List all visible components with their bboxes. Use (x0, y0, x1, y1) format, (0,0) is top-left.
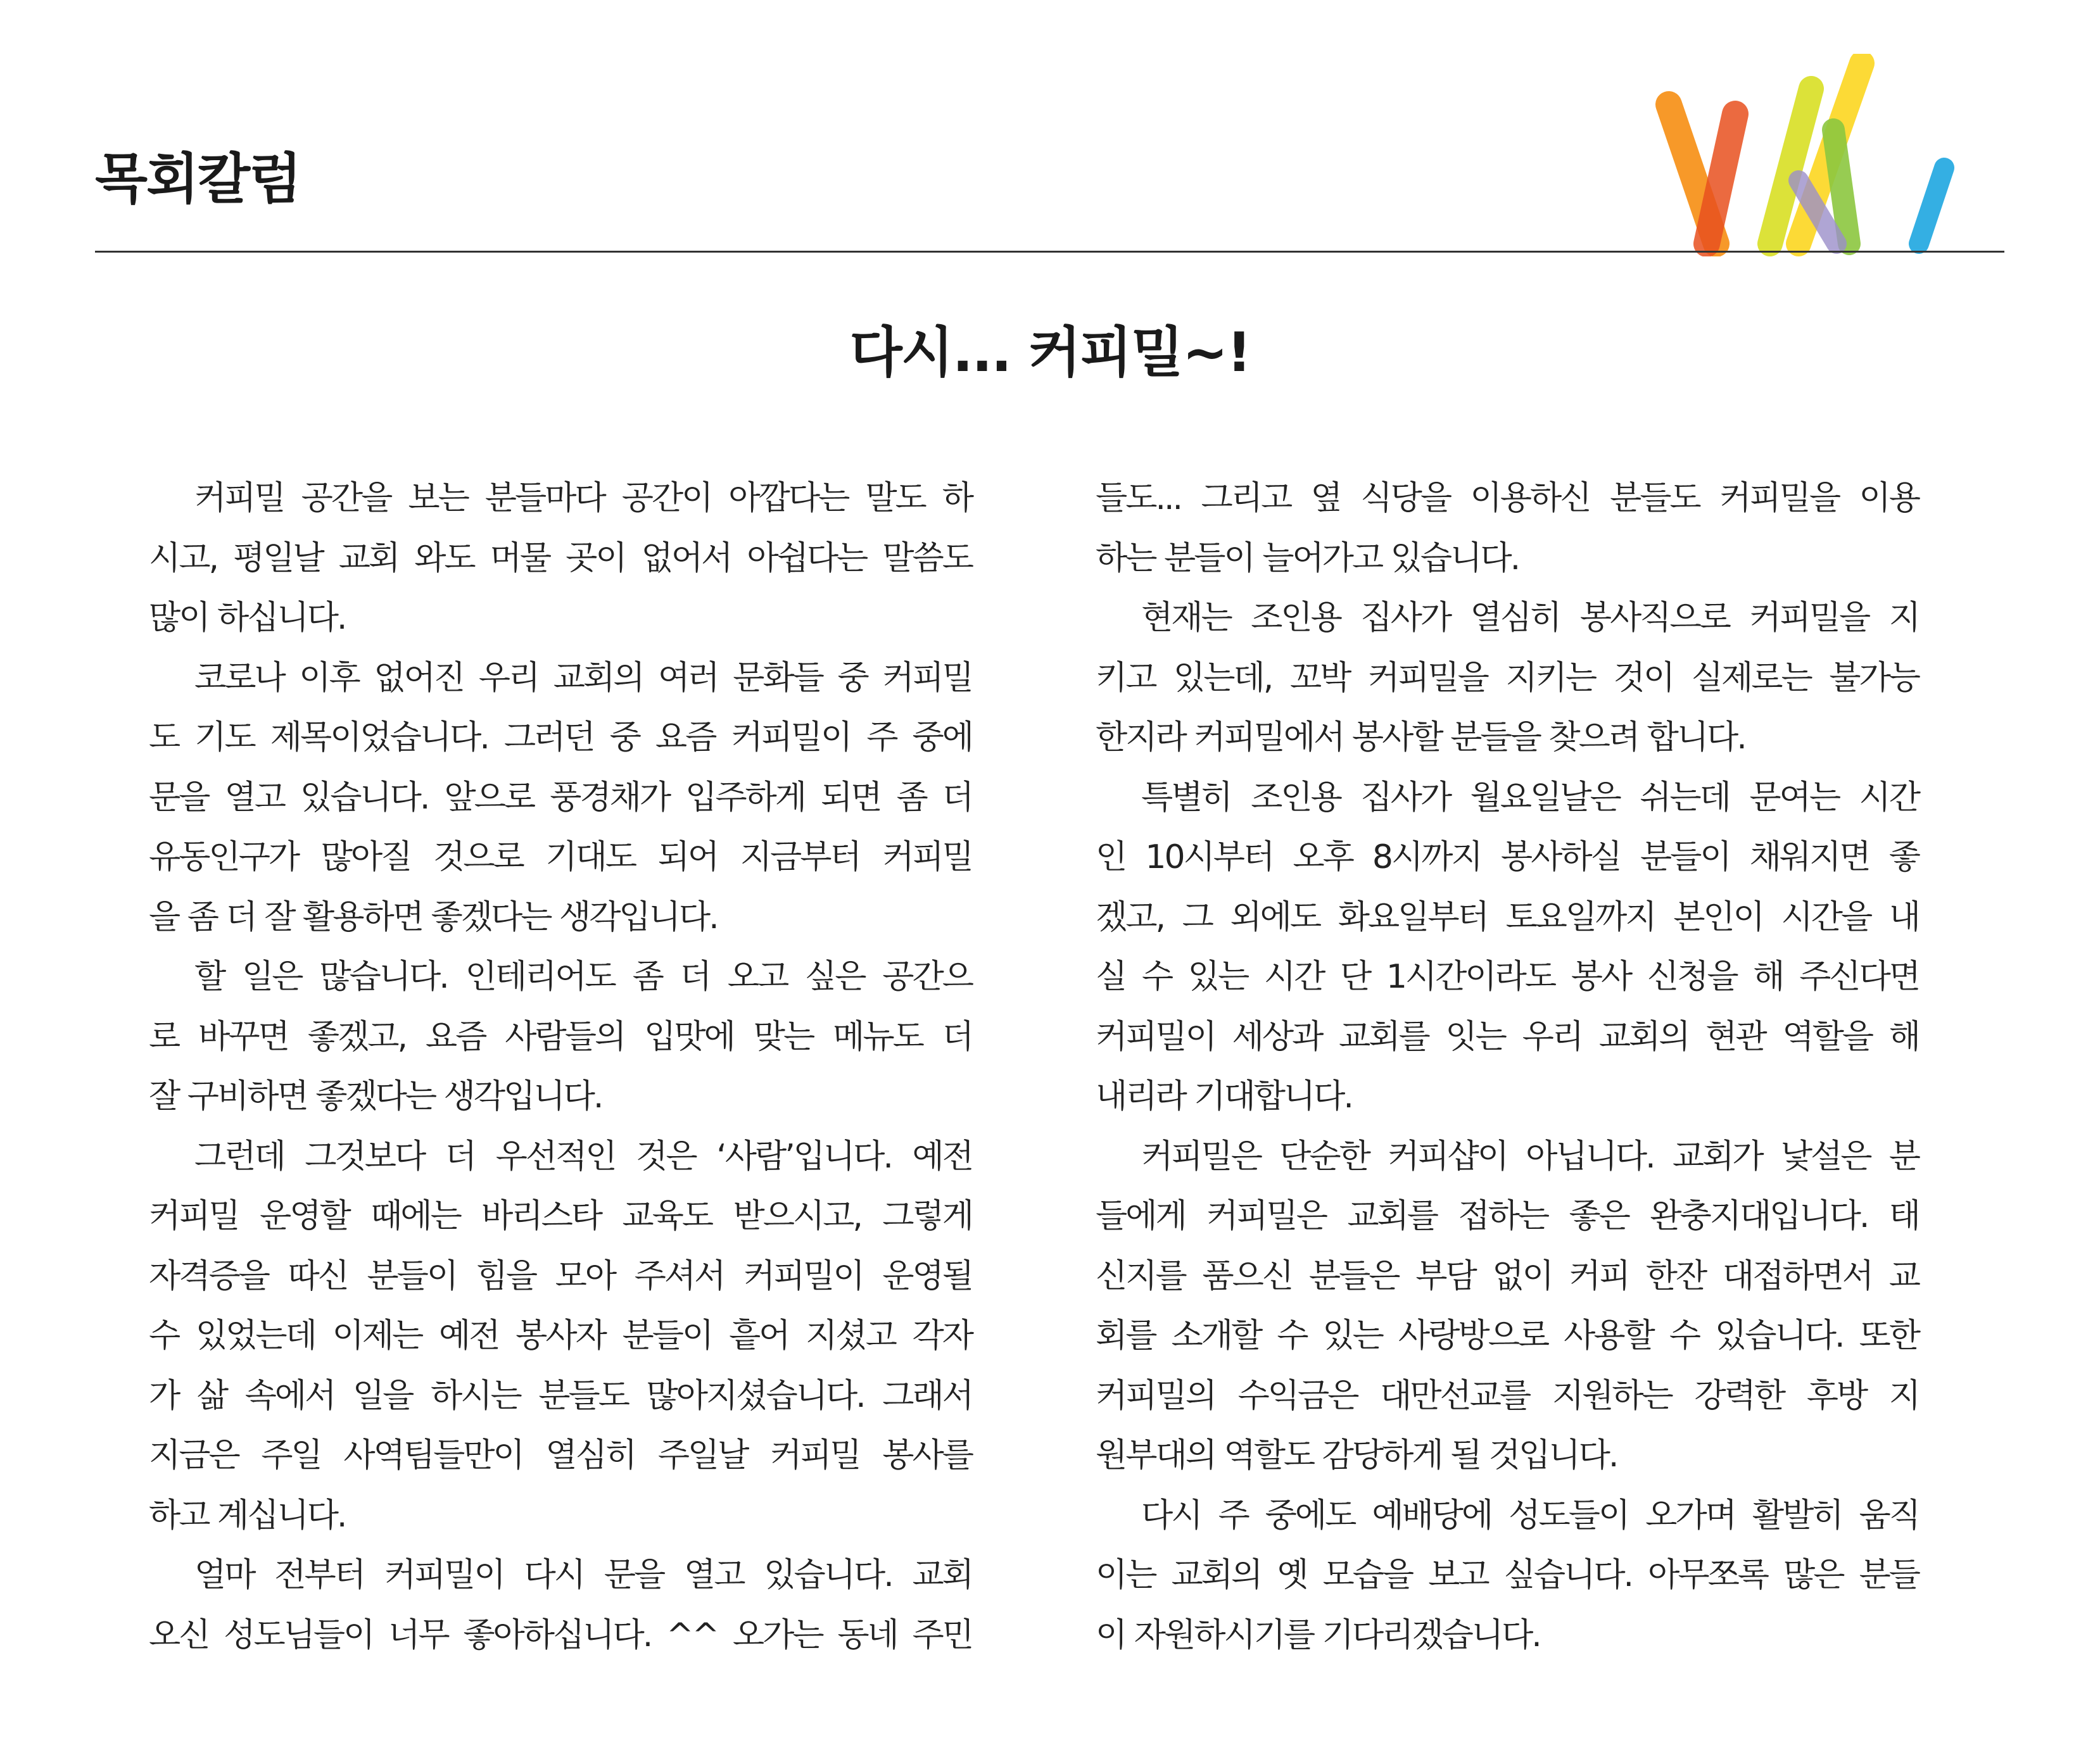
paragraph-line: 그런데 그것보다 더 우선적인 것은 ‘사람’입니다. 예전 (194, 1137, 972, 1176)
paragraph-line: 하는 분들이 늘어가고 있습니다. (1096, 539, 1519, 577)
paragraph-line: 오신 성도님들이 너무 좋아하십니다. ^^ 오가는 동네 주민 (149, 1616, 972, 1654)
article-left-column (149, 469, 972, 1665)
paragraph-line: 을 좀 더 잘 활용하면 좋겠다는 생각입니다. (149, 898, 718, 936)
paragraph-line: 인 10시부터 오후 8시까지 봉사하실 분들이 채워지면 좋 (1096, 838, 1919, 876)
paragraph-line: 많이 하십니다. (149, 599, 346, 637)
paragraph-line: 하고 계십니다. (149, 1496, 346, 1535)
paragraph-line: 시고, 평일날 교회 와도 머물 곳이 없어서 아쉽다는 말씀도 (149, 539, 972, 577)
paragraph-line: 커피밀 공간을 보는 분들마다 공간이 아깝다는 말도 하 (194, 479, 972, 517)
paragraph-line: 유동인구가 많아질 것으로 기대도 되어 지금부터 커피밀 (149, 838, 972, 876)
paragraph-line: 커피밀의 수익금은 대만선교를 지원하는 강력한 후방 지 (1096, 1376, 1919, 1415)
paragraph-line: 들에게 커피밀은 교회를 접하는 좋은 완충지대입니다. 태 (1096, 1197, 1919, 1235)
brand-logo (1647, 54, 1963, 256)
paragraph-line: 로 바꾸면 좋겠고, 요즘 사람들의 입맛에 맞는 메뉴도 더 (149, 1017, 972, 1056)
logo-stroke-blue (1919, 168, 1944, 244)
paragraph-line: 원부대의 역할도 감당하게 될 것입니다. (1096, 1437, 1617, 1475)
paragraph-line: 수 있었는데 이제는 예전 봉사자 분들이 흩어 지셨고 각자 (149, 1317, 972, 1355)
paragraph-line: 키고 있는데, 꼬박 커피밀을 지키는 것이 실제로는 불가능 (1096, 658, 1919, 697)
paragraph-line: 이 자원하시기를 기다리겠습니다. (1096, 1616, 1540, 1654)
paragraph-line: 특별히 조인용 집사가 월요일날은 쉬는데 문여는 시간 (1141, 778, 1919, 817)
paragraph-line: 잘 구비하면 좋겠다는 생각입니다. (149, 1078, 602, 1116)
paragraph-line: 다시 주 중에도 예배당에 성도들이 오가며 활발히 움직 (1141, 1496, 1919, 1535)
paragraph-line: 얼마 전부터 커피밀이 다시 문을 열고 있습니다. 교회 (194, 1556, 972, 1594)
logo-stroke-red (1707, 114, 1735, 244)
paragraph-line: 도 기도 제목이었습니다. 그러던 중 요즘 커피밀이 주 중에 (149, 719, 972, 757)
paragraph-line: 커피밀이 세상과 교회를 잇는 우리 교회의 현관 역할을 해 (1096, 1017, 1919, 1056)
paragraph-line: 이는 교회의 옛 모습을 보고 싶습니다. 아무쪼록 많은 분들 (1096, 1556, 1919, 1594)
paragraph-line: 회를 소개할 수 있는 사랑방으로 사용할 수 있습니다. 또한 (1096, 1317, 1919, 1355)
paragraph-line: 신지를 품으신 분들은 부담 없이 커피 한잔 대접하면서 교 (1096, 1257, 1919, 1295)
paragraph-line: 한지라 커피밀에서 봉사할 분들을 찾으려 합니다. (1096, 719, 1745, 757)
paragraph-line: 커피밀은 단순한 커피샵이 아닙니다. 교회가 낯설은 분 (1141, 1137, 1919, 1176)
paragraph-line: 커피밀 운영할 때에는 바리스타 교육도 받으시고, 그렇게 (149, 1197, 972, 1235)
section-title: 목회칼럼 (95, 148, 301, 211)
paragraph-line: 실 수 있는 시간 단 1시간이라도 봉사 신청을 해 주신다면 (1096, 958, 1919, 996)
paragraph-line: 문을 열고 있습니다. 앞으로 풍경채가 입주하게 되면 좀 더 (149, 778, 972, 817)
article-title: 다시... 커피밀~! (849, 321, 1251, 384)
paragraph-line: 가 삶 속에서 일을 하시는 분들도 많아지셨습니다. 그래서 (149, 1376, 972, 1415)
paragraph-line: 내리라 기대합니다. (1096, 1078, 1352, 1116)
paragraph-line: 자격증을 따신 분들이 힘을 모아 주셔서 커피밀이 운영될 (149, 1257, 972, 1295)
paragraph-line: 할 일은 많습니다. 인테리어도 좀 더 오고 싶은 공간으 (194, 958, 972, 996)
paragraph-line: 겠고, 그 외에도 화요일부터 토요일까지 본인이 시간을 내 (1096, 898, 1919, 936)
paragraph-line: 코로나 이후 없어진 우리 교회의 여러 문화들 중 커피밀 (194, 658, 972, 697)
paragraph-line: 지금은 주일 사역팀들만이 열심히 주일날 커피밀 봉사를 (149, 1437, 972, 1475)
paragraph-line: 들도... 그리고 옆 식당을 이용하신 분들도 커피밀을 이용 (1096, 479, 1919, 517)
header-divider (95, 251, 2004, 253)
paragraph-line: 현재는 조인용 집사가 열심히 봉사직으로 커피밀을 지 (1141, 599, 1919, 637)
article-right-column (1096, 469, 1919, 1665)
